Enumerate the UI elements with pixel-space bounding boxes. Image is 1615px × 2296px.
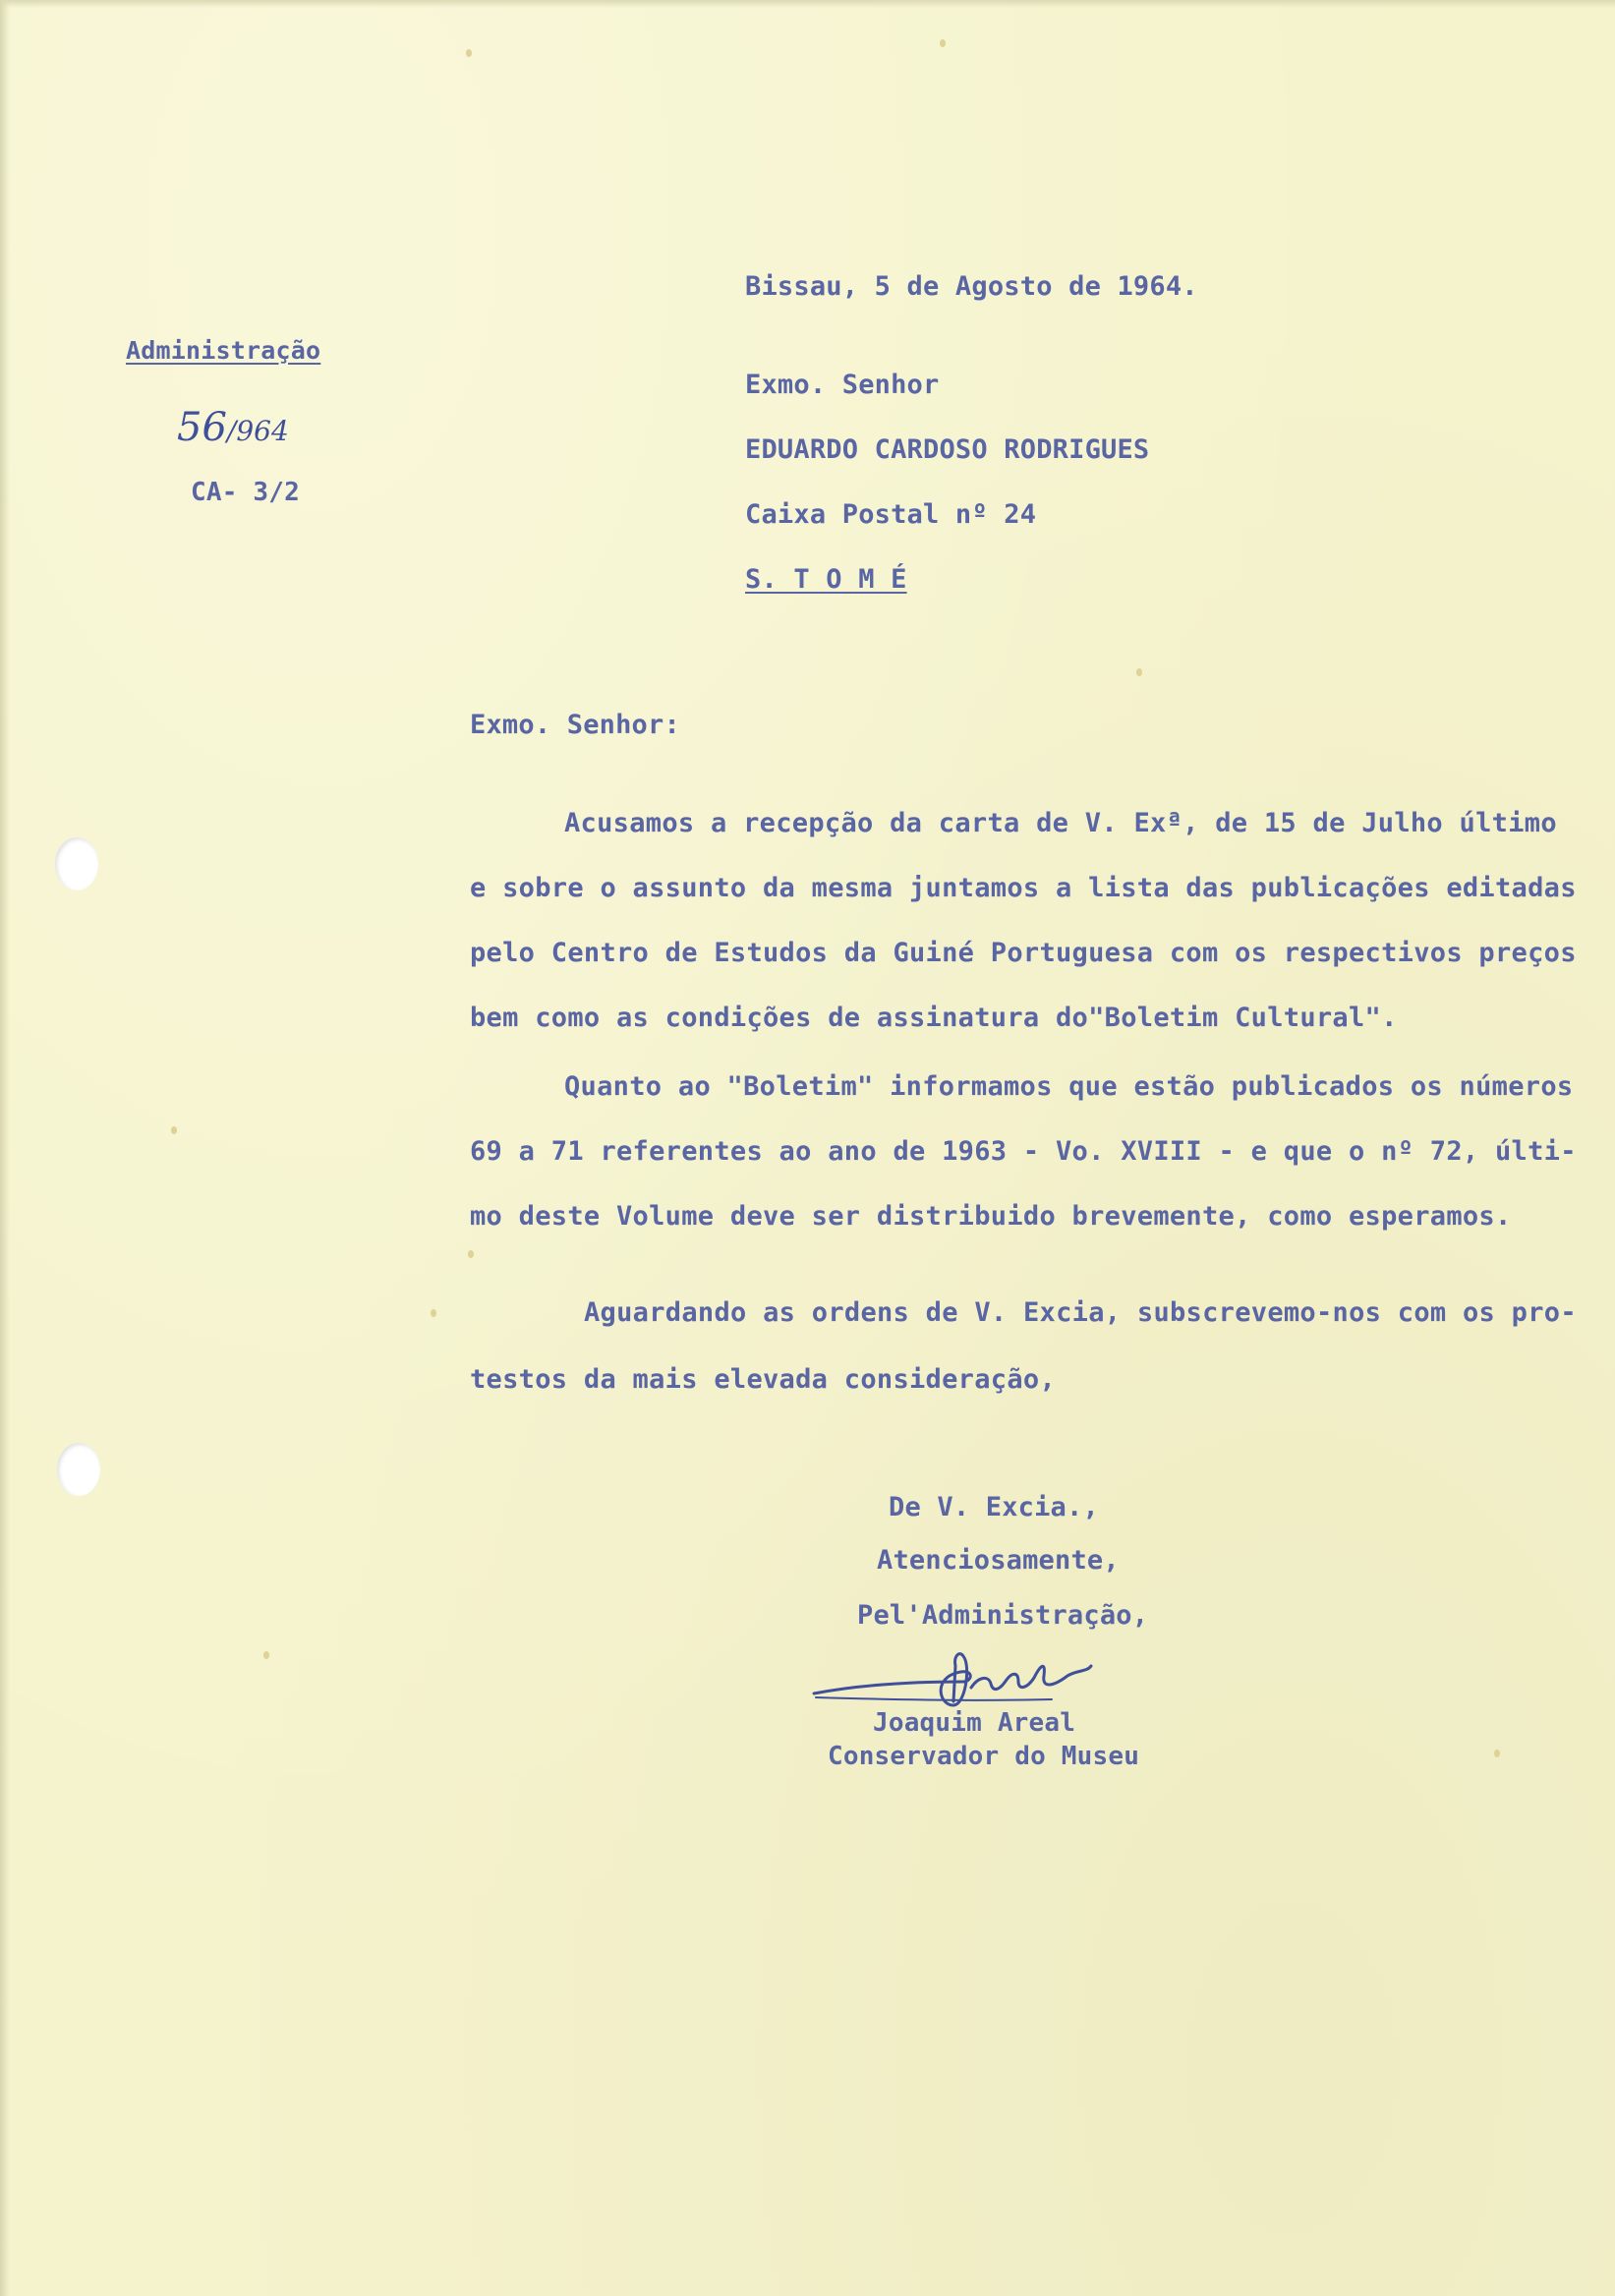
body-line: Aguardando as ordens de V. Excia, subscrevemo-nos com os pro- (584, 1297, 1577, 1328)
body-line: mo deste Volume deve ser distribuido brevemente, como esperamos. (470, 1201, 1512, 1232)
body-line: Acusamos a recepção da carta de V. Exª, de 15 de Julho último (564, 808, 1557, 838)
reference-number (177, 405, 289, 450)
greeting: Exmo. Senhor: (470, 710, 680, 740)
paper-speck (468, 1250, 474, 1258)
signer-name: Joaquim Areal (873, 1708, 1076, 1738)
punch-hole-top (55, 837, 98, 890)
paper-edge-top (0, 0, 1615, 8)
reference-code: CA- 3/2 (191, 478, 300, 507)
closing-line-1: De V. Excia., (889, 1492, 1099, 1522)
place-date: Bissau, 5 de Agosto de 1964. (745, 271, 1198, 302)
closing-line-3: Pel'Administração, (857, 1600, 1149, 1631)
body-line: bem como as condições de assinatura do"Boletim Cultural". (470, 1003, 1398, 1033)
recipient-salutation: Exmo. Senhor (745, 370, 940, 400)
paper-speck (263, 1651, 269, 1659)
paper-speck (940, 39, 946, 47)
paper-speck (171, 1126, 177, 1134)
paper-edge-left (0, 0, 10, 2296)
body-line: pelo Centro de Estudos da Guiné Portuguesa com os respectivos preços (470, 938, 1577, 968)
recipient-city: S. T O M É (745, 564, 907, 595)
punch-hole-bottom (57, 1443, 100, 1496)
recipient-name: EDUARDO CARDOSO RODRIGUES (745, 434, 1150, 465)
reference-number-handwritten: 56 (177, 405, 227, 450)
paper-speck (431, 1309, 436, 1317)
body-line: 69 a 71 referentes ao ano de 1963 - Vo. XVIII - e que o nº 72, últi- (470, 1136, 1577, 1167)
paper-speck (1136, 668, 1142, 676)
body-line: Quanto ao "Boletim" informamos que estão publicados os números (564, 1071, 1574, 1102)
reference-number-year: /964 (226, 415, 289, 447)
paper-speck (1494, 1750, 1500, 1757)
body-line: e sobre o assunto da mesma juntamos a lista das publicações editadas (470, 873, 1577, 903)
closing-line-2: Atenciosamente, (877, 1545, 1120, 1576)
recipient-address: Caixa Postal nº 24 (745, 499, 1037, 530)
paper-speck (466, 49, 472, 57)
signer-title: Conservador do Museu (828, 1742, 1140, 1771)
body-line: testos da mais elevada consideração, (470, 1364, 1056, 1395)
department-label: Administração (126, 336, 321, 365)
